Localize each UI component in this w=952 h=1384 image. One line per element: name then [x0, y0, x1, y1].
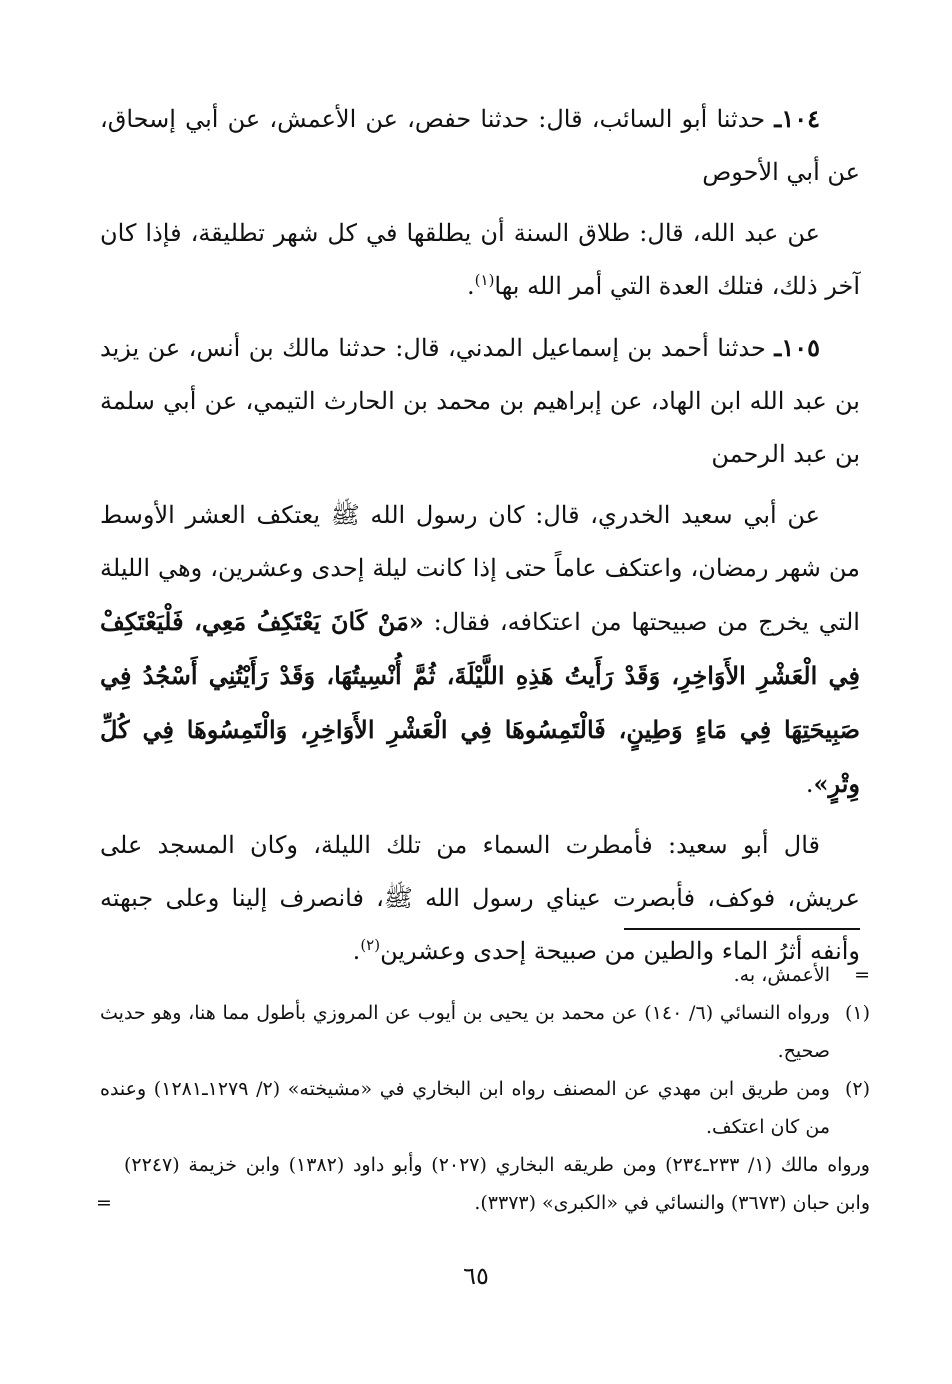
punctuation: . [805, 770, 814, 798]
footnote-marker: (٢) [844, 1078, 870, 1100]
continuation-marker: = [854, 964, 870, 986]
footnote-reference: (١) [474, 271, 495, 289]
footnote-marker: (١) [844, 1002, 870, 1024]
continuation-marker: = [96, 1192, 112, 1214]
main-text [100, 92, 860, 986]
isnad-text: حدثنا أبو السائب، قال: حدثنا حفص، عن الأعمش، عن أبي إسحاق، عن أبي الأحوص [100, 105, 860, 186]
isnad-text: حدثنا أحمد بن إسماعيل المدني، قال: حدثنا مالك بن أنس، عن يزيد بن عبد الله ابن الهاد، عن إبراهيم بن محمد بن الحارث التيمي، عن أبي سلمة بن عبد الرحمن [100, 334, 860, 468]
footnote-text: ومن طريق ابن مهدي عن المصنف رواه ابن البخاري في «مشيخته» (٢/ ١٢٧٩ـ١٢٨١) وعنده من كان اعتكف. [100, 1078, 830, 1138]
footnote-separator [624, 928, 860, 930]
footnote-2-continued [96, 1146, 870, 1222]
footnote-text: الأعمش، به. [733, 964, 830, 986]
matn-text: عن عبد الله، قال: طلاق السنة أن يطلقها في كل شهر تطليقة، فإذا كان آخر ذلك، فتلك العدة التي أمر الله بها [100, 219, 860, 300]
matn-text: عن أبي سعيد الخدري، قال: كان رسول الله ﷺ يعتكف العشر الأوسط من شهر رمضان، واعتكف عاماً حتى إذا كانت ليلة إحدى وعشرين، وهي الليلة التي يخرج من صبيحتها من اعتكافه، فقال: [100, 501, 860, 636]
footnote-2 [100, 1070, 870, 1146]
page-number: ٦٥ [463, 1262, 489, 1290]
footnote-1 [100, 994, 870, 1070]
footnotes [96, 956, 870, 1222]
punctuation: . [352, 937, 361, 965]
hadith-104-isnad [100, 92, 860, 199]
hadith-number: ١٠٥ـ [774, 333, 820, 362]
footnote-continuation [100, 956, 870, 994]
punctuation: . [467, 272, 475, 300]
hadith-number: ١٠٤ـ [774, 104, 820, 133]
footnote-reference: (٢) [360, 936, 381, 954]
hadith-104-matn [100, 207, 860, 313]
footnote-text: ورواه مالك (١/ ٢٣٣ـ٢٣٤) ومن طريقه البخاري (٢٠٢٧) وأبو داود (١٣٨٢) وابن خزيمة (٢٢٤٧) وابن حبان (٣٦٧٣) والنسائي في «الكبرى» (٣٣٧٣). [124, 1154, 870, 1214]
narration-text: قال أبو سعيد: فأمطرت السماء من تلك الليلة، وكان المسجد على عريش، فوكف، فأبصرت عيناي رسول الله ﷺ، فانصرف إلينا وعلى جبهته وأنفه أثرُ الماء والطين من صبيحة إحدى وعشرين [100, 831, 860, 965]
footnote-text: ورواه النسائي (٦/ ١٤٠) عن محمد بن يحيى بن أيوب عن المروزي بأطول مما هنا، وهو حديث صحيح. [100, 1002, 830, 1062]
hadith-105-isnad [100, 321, 860, 481]
prophetic-saying: «مَنْ كَانَ يَعْتَكِفُ مَعِي، فَلْيَعْتَكِفْ فِي الْعَشْرِ الأَوَاخِرِ، وَقَدْ رَأَيتُ هَذِهِ اللَّيْلَةَ، ثُمَّ أُنْسِيتُهَا، وَقَدْ رَأَيْتُنِي أَسْجُدُ فِي صَبِيحَتِهَا فِي مَاءٍ وَطِينٍ، فَالْتَمِسُوهَا فِي الْعَشْرِ الأَوَاخِرِ، وَالْتَمِسُوهَا فِي كُلِّ وِتْرٍ» [100, 607, 860, 798]
hadith-105-abu-said [100, 819, 860, 978]
hadith-105-matn [100, 489, 860, 811]
